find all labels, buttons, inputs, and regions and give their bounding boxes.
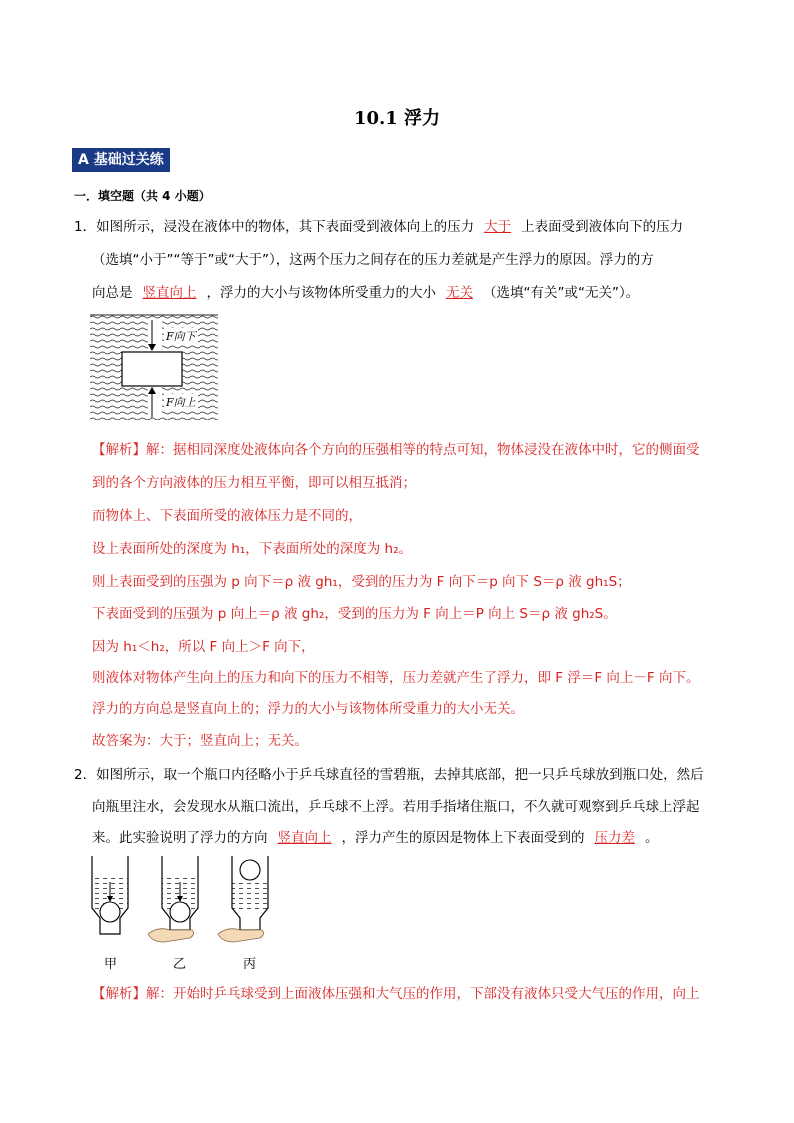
q1-line-2: （选填“小于”“等于”或“大于”），这两个压力之间存在的压力差就是产生浮力的原因。浮力的方 — [92, 252, 654, 268]
q2-line-3: 来。此实验说明了浮力的方向 竖直向上 ，浮力产生的原因是物体上下表面受到的 压力差 。 — [92, 830, 659, 846]
analysis-1-line-3: 而物体上、下表面所受的液体压力是不同的， — [92, 508, 362, 524]
q1-line-1: 1．如图所示，浸没在液体中的物体，其下表面受到液体向上的压力 大于 上表面受到液体向下的压力 — [74, 219, 684, 235]
analysis-1-line-2: 到的各个方向液体的压力相互平衡，即可以相互抵消； — [92, 475, 416, 491]
analysis-1-line-6: 下表面受到的压强为 p 向上＝ρ 液 gh₂，受到的压力为 F 向上＝P 向上 S＝ρ 液 gh₂S。 — [92, 606, 617, 622]
analysis-1-line-4: 设上表面所处的深度为 h₁，下表面所处的深度为 h₂。 — [92, 541, 413, 557]
hand-icon — [148, 929, 194, 942]
q1-answer-2: 竖直向上 — [142, 285, 197, 301]
q2-line-1: 2．如图所示，取一个瓶口内径略小于乒乓球直径的雪碧瓶，去掉其底部，把一只乒乓球放到瓶口处，然后 — [74, 767, 704, 783]
analysis-1-line-10: 故答案为：大于；竖直向上；无关。 — [92, 733, 308, 749]
q1-answer-3: 无关 — [446, 285, 473, 301]
analysis-1-line-5: 则上表面受到的压强为 p 向下＝ρ 液 gh₁，受到的压力为 F 向下＝p 向下 S＝ρ 液 gh₁S； — [92, 574, 631, 590]
bottle-yi — [148, 856, 198, 942]
analysis-tag: 【解析】 — [92, 442, 146, 458]
subsection-heading: 一．填空题（共 4 小题） — [74, 189, 211, 203]
hand-icon-2 — [218, 929, 264, 942]
label-yi: 乙 — [173, 957, 187, 972]
page-title: 10.1 浮力 — [353, 108, 441, 129]
bottle-jia — [92, 856, 128, 934]
force-up-label: F向上 — [166, 396, 196, 409]
q2-answer-2: 压力差 — [594, 830, 635, 846]
submerged-block-figure — [90, 314, 220, 422]
q2-answer-1: 竖直向上 — [277, 830, 332, 846]
q2-line-2: 向瓶里注水，会发现水从瓶口流出，乒乓球不上浮。若用手指堵住瓶口，不久就可观察到乒乓球上浮起 — [92, 799, 700, 815]
analysis-tag-2: 【解析】 — [92, 986, 146, 1002]
bottle-experiment-figure — [86, 856, 286, 946]
analysis-2-line-1: 【解析】解：开始时乒乓球受到上面液体压强和大气压的作用，下部没有液体只受大气压的作用，向上 — [92, 986, 700, 1002]
force-down-label: F向下 — [166, 330, 196, 343]
analysis-1-line-7: 因为 h₁＜h₂，所以 F 向上＞F 向下， — [92, 639, 315, 655]
analysis-1-line-1: 【解析】解：据相同深度处液体向各个方向的压强相等的特点可知，物体浸没在液体中时，它的侧面受 — [92, 442, 700, 458]
bottle-bing — [218, 856, 268, 942]
q1-answer-1: 大于 — [484, 219, 512, 235]
analysis-1-line-8: 则液体对物体产生向上的压力和向下的压力不相等，压力差就产生了浮力，即 F 浮＝F 向上－F 向下。 — [92, 670, 700, 686]
q1-line-3: 向总是 竖直向上 ，浮力的大小与该物体所受重力的大小 无关 （选填“有关”或“无关”）。 — [92, 285, 640, 301]
analysis-1-line-9: 浮力的方向总是竖直向上的；浮力的大小与该物体所受重力的大小无关。 — [92, 701, 524, 717]
label-jia: 甲 — [104, 957, 118, 972]
section-heading: A 基础过关练 — [72, 148, 170, 172]
label-bing: 丙 — [243, 957, 257, 972]
